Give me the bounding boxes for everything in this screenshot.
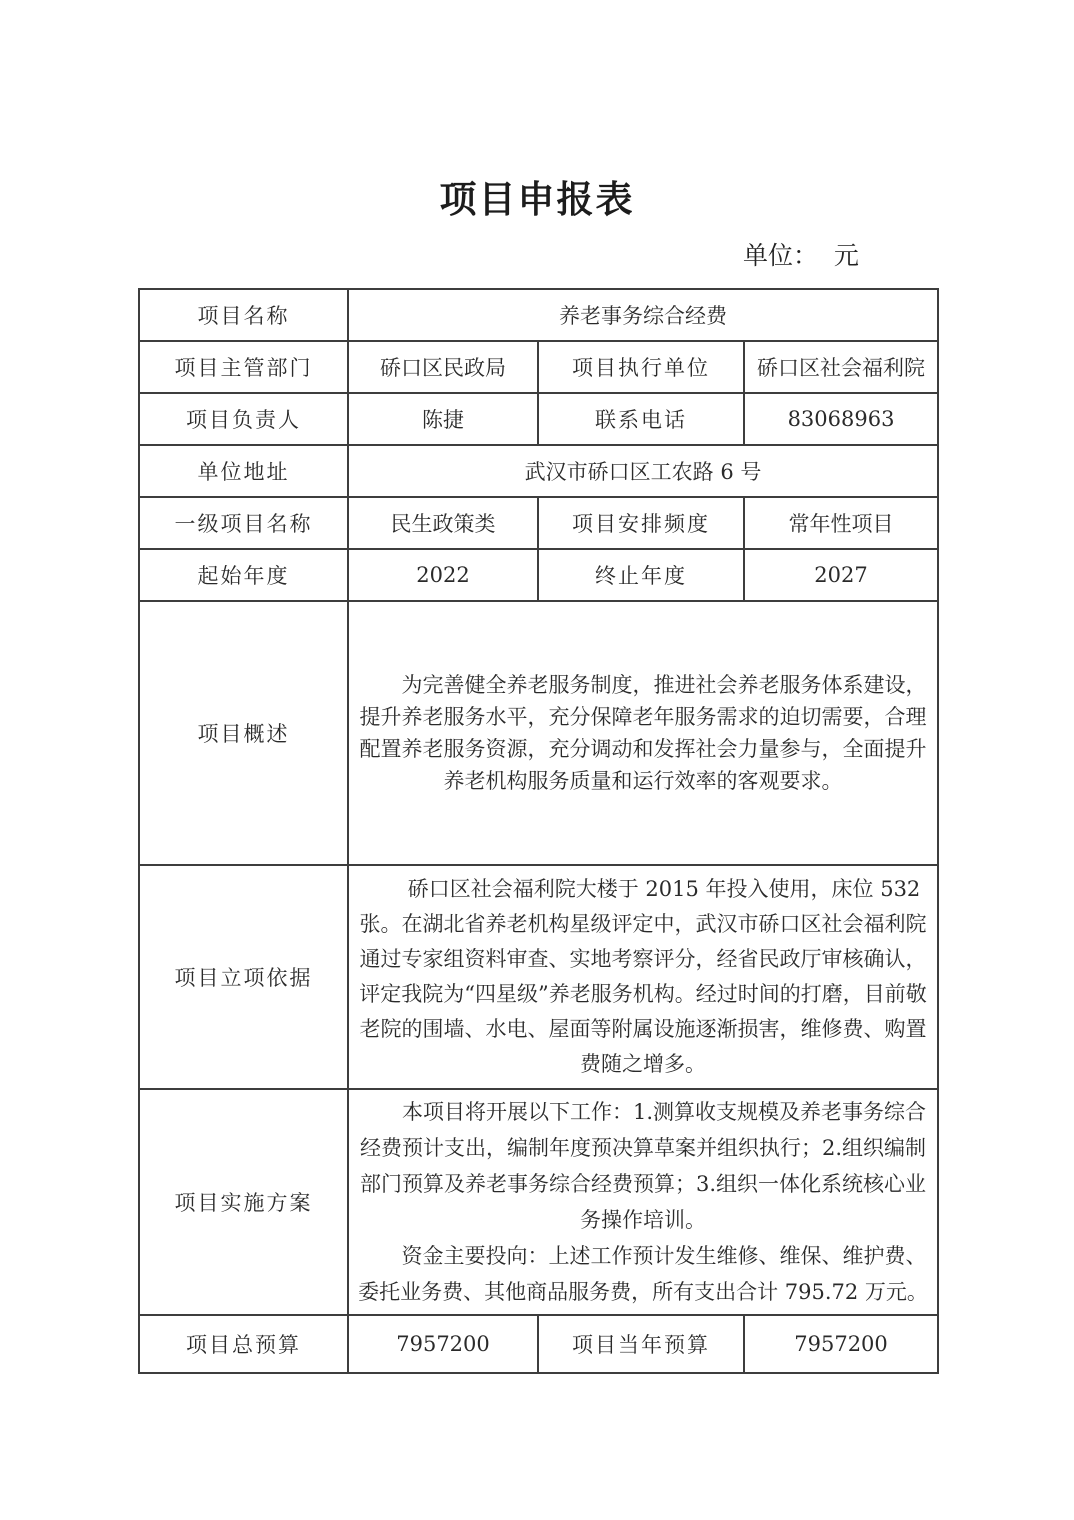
implementation-plan-paragraph-1: 本项目将开展以下工作：1.测算收支规模及养老事务综合经费预计支出，编制年度预决算草案并组织执行；2.组织编制部门预算及养老事务综合经费预算；3.组织一体化系统核心业务操作培训。	[359, 1100, 927, 1232]
overview-value	[348, 601, 938, 865]
project-name-label: 项目名称	[139, 289, 348, 341]
implementation-plan-value	[348, 1089, 938, 1315]
application-form-table	[138, 288, 939, 1374]
row-departments	[139, 341, 938, 393]
total-budget-label: 项目总预算	[139, 1315, 348, 1373]
row-years	[139, 549, 938, 601]
contact-phone-value: 83068963	[744, 393, 938, 445]
unit-label: 单位： 元	[743, 241, 859, 270]
total-budget-value: 7957200	[348, 1315, 538, 1373]
row-overview	[139, 601, 938, 865]
overview-label: 项目概述	[139, 601, 348, 865]
row-project-name	[139, 289, 938, 341]
contact-phone-label: 联系电话	[538, 393, 744, 445]
implementation-plan-label: 项目实施方案	[139, 1089, 348, 1315]
current-year-budget-value: 7957200	[744, 1315, 938, 1373]
project-name-value: 养老事务综合经费	[348, 289, 938, 341]
row-category-frequency	[139, 497, 938, 549]
start-year-label: 起始年度	[139, 549, 348, 601]
arrangement-frequency-label: 项目安排频度	[538, 497, 744, 549]
page-title: 项目申报表	[439, 177, 635, 221]
row-implementation-plan	[139, 1089, 938, 1315]
competent-department-value: 硚口区民政局	[348, 341, 538, 393]
approval-basis-value	[348, 865, 938, 1089]
row-budget	[139, 1315, 938, 1373]
project-leader-label: 项目负责人	[139, 393, 348, 445]
approval-basis-paragraph: 硚口区社会福利院大楼于 2015 年投入使用，床位 532 张。在湖北省养老机构星级评定中，武汉市硚口区社会福利院通过专家组资料审查、实地考察评分，经省民政厅审核确认，评定我院为“四星级”养老服务机构。经过时间的打磨，目前敬老院的围墙、水电、屋面等附属设施逐渐损害，维修费、购置费随之增多。	[359, 877, 927, 1076]
start-year-value: 2022	[348, 549, 538, 601]
row-address	[139, 445, 938, 497]
competent-department-label: 项目主管部门	[139, 341, 348, 393]
unit-address-value: 武汉市硚口区工农路 6 号	[348, 445, 938, 497]
project-leader-value: 陈捷	[348, 393, 538, 445]
arrangement-frequency-value: 常年性项目	[744, 497, 938, 549]
first-level-project-label: 一级项目名称	[139, 497, 348, 549]
first-level-project-value: 民生政策类	[348, 497, 538, 549]
end-year-label: 终止年度	[538, 549, 744, 601]
executing-unit-label: 项目执行单位	[538, 341, 744, 393]
unit-address-label: 单位地址	[139, 445, 348, 497]
row-leader-phone	[139, 393, 938, 445]
approval-basis-label: 项目立项依据	[139, 865, 348, 1089]
row-approval-basis	[139, 865, 938, 1089]
end-year-value: 2027	[744, 549, 938, 601]
implementation-plan-paragraph-2: 资金主要投向：上述工作预计发生维修、维保、维护费、委托业务费、其他商品服务费，所有支出合计 795.72 万元。	[358, 1244, 928, 1304]
current-year-budget-label: 项目当年预算	[538, 1315, 744, 1373]
overview-paragraph: 为完善健全养老服务制度，推进社会养老服务体系建设，提升养老服务水平，充分保障老年服务需求的迫切需要，合理配置养老服务资源，充分调动和发挥社会力量参与，全面提升养老机构服务质量和运行效率的客观要求。	[359, 673, 927, 793]
executing-unit-value: 硚口区社会福利院	[744, 341, 938, 393]
